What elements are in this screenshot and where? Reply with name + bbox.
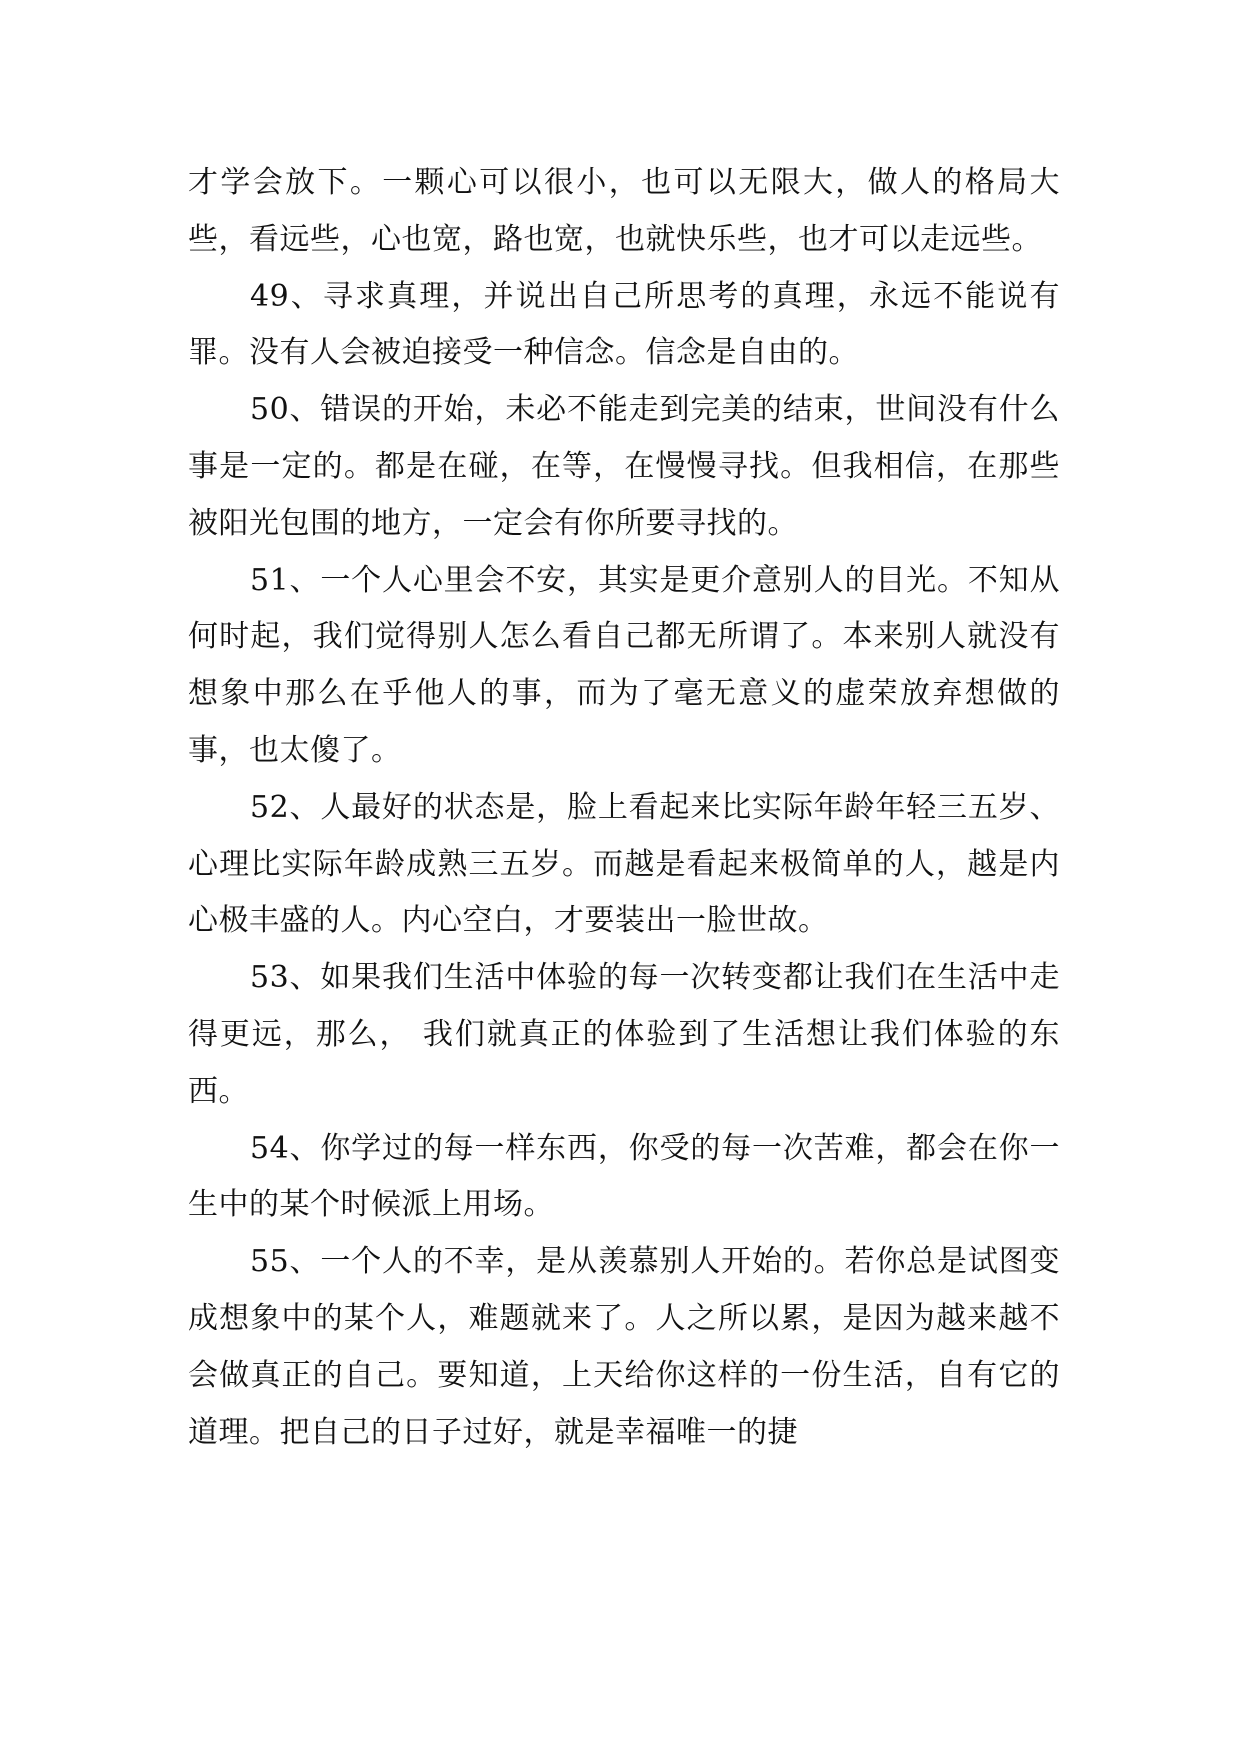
paragraph-continued: 才学会放下。一颗心可以很小，也可以无限大，做人的格局大些，看远些，心也宽，路也宽，也就快乐些，也才可以走远些。 <box>188 165 1060 257</box>
paragraph-52: 52、人最好的状态是，脸上看起来比实际年龄年轻三五岁、心理比实际年龄成熟三五岁。而越是看起来极简单的人，越是内心极丰盛的人。内心空白，才要装出一脸世故。 <box>188 789 1060 939</box>
document-body <box>188 155 1060 1461</box>
paragraph-50: 50、错误的开始，未必不能走到完美的结束，世间没有什么事是一定的。都是在碰，在等，在慢慢寻找。但我相信，在那些被阳光包围的地方，一定会有你所要寻找的。 <box>188 392 1060 541</box>
paragraph-51: 51、一个人心里会不安，其实是更介意别人的目光。不知从何时起，我们觉得别人怎么看自己都无所谓了。本来别人就没有想象中那么在乎他人的事，而为了毫无意义的虚荣放弃想做的事，也太傻了。 <box>188 562 1060 768</box>
paragraph-55: 55、一个人的不幸，是从羡慕别人开始的。若你总是试图变成想象中的某个人，难题就来了。人之所以累，是因为越来越不会做真正的自己。要知道，上天给你这样的一份生活，自有它的道理。把自己的日子过好，就是幸福唯一的捷 <box>188 1244 1060 1450</box>
paragraph-49: 49、寻求真理，并说出自己所思考的真理，永远不能说有罪。没有人会被迫接受一种信念。信念是自由的。 <box>188 278 1060 371</box>
paragraph-54: 54、你学过的每一样东西，你受的每一次苦难，都会在你一生中的某个时候派上用场。 <box>188 1130 1060 1223</box>
paragraph-53: 53、如果我们生活中体验的每一次转变都让我们在生活中走得更远，那么， 我们就真正的体验到了生活想让我们体验的东西。 <box>188 960 1060 1109</box>
